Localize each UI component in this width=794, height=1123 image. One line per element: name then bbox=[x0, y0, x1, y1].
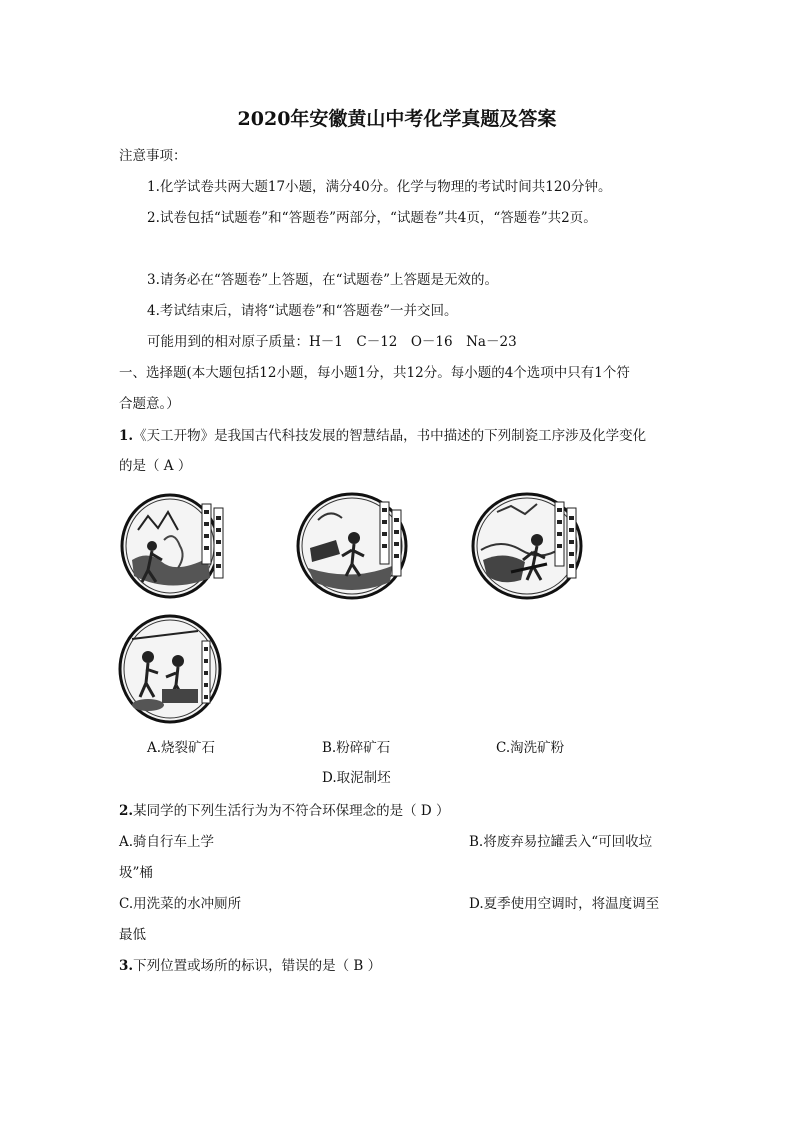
q2-option-b-1: B.将废弃易拉罐丢入“可回收垃 bbox=[469, 834, 653, 850]
q2-option-b-2: 圾”桶 bbox=[119, 865, 153, 881]
notice-item-2: 2.试卷包括“试题卷”和“答题卷”两部分，“试题卷”共4页，“答题卷”共2页。 bbox=[147, 210, 597, 226]
notice-item-4: 4.考试结束后，请将“试题卷”和“答题卷”一并交回。 bbox=[147, 303, 458, 319]
q2-number: 2. bbox=[119, 803, 134, 819]
q1-option-a: A.烧裂矿石 bbox=[147, 740, 216, 756]
q3-number: 3. bbox=[119, 958, 134, 974]
crushing-ore-icon bbox=[296, 490, 416, 602]
washing-ore-icon bbox=[471, 490, 591, 602]
page-title: 2020年安徽黄山中考化学真题及答案 bbox=[237, 108, 557, 130]
section1-line2: 合题意。） bbox=[119, 396, 180, 412]
q2-option-a: A.骑自行车上学 bbox=[119, 834, 215, 850]
q1-line1 bbox=[119, 427, 646, 445]
making-clay-icon bbox=[118, 613, 222, 725]
q2-option-d-2: 最低 bbox=[119, 927, 146, 943]
q1-line2: 的是（ A ） bbox=[119, 458, 192, 474]
notice-item-1: 1.化学试卷共两大题17小题，满分40分。化学与物理的考试时间共120分钟。 bbox=[147, 179, 612, 195]
notice-heading: 注意事项： bbox=[119, 148, 187, 164]
q2-line bbox=[119, 802, 450, 820]
q1-number: 1. bbox=[119, 428, 134, 444]
q2-option-c: C.用洗菜的水冲厕所 bbox=[119, 896, 242, 912]
q1-option-b: B.粉碎矿石 bbox=[322, 740, 391, 756]
q3-line bbox=[119, 957, 381, 975]
q1-stem-1: 《天工开物》是我国古代科技发展的智慧结晶，书中描述的下列制瓷工序涉及化学变化 bbox=[133, 428, 647, 444]
firing-ore-icon bbox=[118, 490, 238, 602]
q1-option-c: C.淘洗矿粉 bbox=[496, 740, 565, 756]
q2-stem: 某同学的下列生活行为为不符合环保理念的是（ D ） bbox=[133, 803, 450, 819]
q3-stem: 下列位置或场所的标识，错误的是（ B ） bbox=[133, 958, 382, 974]
atomic-mass-line: 可能用到的相对原子质量：H－1 C－12 O－16 Na－23 bbox=[147, 334, 517, 350]
section1-line1: 一、选择题(本大题包括12小题，每小题1分，共12分。每小题的4个选项中只有1个符 bbox=[119, 365, 630, 381]
q2-option-d-1: D.夏季使用空调时，将温度调至 bbox=[469, 896, 660, 912]
q1-option-d: D.取泥制坯 bbox=[322, 770, 391, 786]
notice-item-3: 3.请务必在“答题卷”上答题，在“试题卷”上答题是无效的。 bbox=[147, 272, 498, 288]
